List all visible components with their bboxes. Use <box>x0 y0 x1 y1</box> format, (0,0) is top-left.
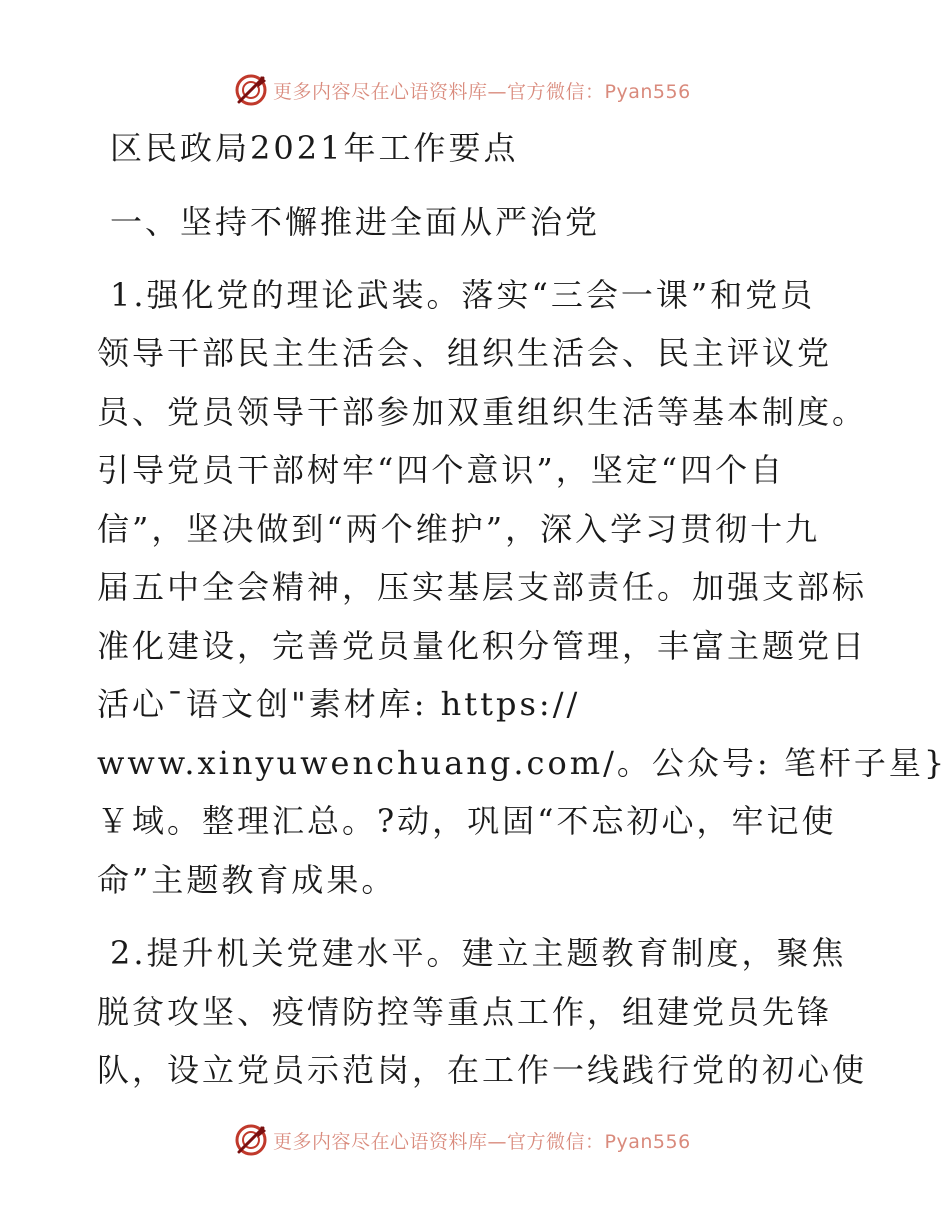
paragraph-line: 脱贫攻坚、疫情防控等重点工作，组建党员先锋 <box>97 993 833 1031</box>
section-heading: 一、坚持不懈推进全面从严治党 <box>110 203 601 241</box>
paragraph-line: 信”，坚决做到“两个维护”，深入学习贯彻十九 <box>97 510 821 548</box>
paragraph-line: 领导干部民主生活会、组织生活会、民主评议党 <box>97 334 833 372</box>
paragraph-line: 队，设立党员示范岗，在工作一线践行党的初心使 <box>97 1051 868 1089</box>
paragraph-line: www.xinyuwenchuang.com/。公众号: 笔杆子星} <box>97 744 948 782</box>
paragraph-line: 员、党员领导干部参加双重组织生活等基本制度。 <box>97 393 868 431</box>
paragraph-line: 届五中全会精神，压实基层支部责任。加强支部标 <box>97 568 868 606</box>
paragraph-line: 准化建设，完善党员量化积分管理，丰富主题党日 <box>97 627 868 665</box>
paragraph-line: 命”主题教育成果。 <box>97 861 397 899</box>
brush-logo-icon <box>233 72 269 108</box>
paragraph-line: 2.提升机关党建水平。建立主题教育制度，聚焦 <box>110 934 847 972</box>
footer-banner <box>233 1120 691 1160</box>
paragraph-line: 1.强化党的理论武装。落实“三会一课”和党员 <box>110 276 816 314</box>
footer-banner-text: 更多内容尽在心语资料库—官方微信：Pyan556 <box>273 1130 691 1153</box>
header-banner <box>233 70 691 110</box>
header-banner-text: 更多内容尽在心语资料库—官方微信：Pyan556 <box>273 80 691 103</box>
document-title: 区民政局2021年工作要点 <box>110 129 519 167</box>
paragraph-line: 引导党员干部树牢“四个意识”，坚定“四个自 <box>97 451 786 489</box>
paragraph-line: ￥域。整理汇总。?动，巩固“不忘初心，牢记使 <box>97 802 837 840</box>
brush-logo-icon <box>233 1122 269 1158</box>
paragraph-line: 活心¯语文创"素材库: https:// <box>97 685 581 723</box>
